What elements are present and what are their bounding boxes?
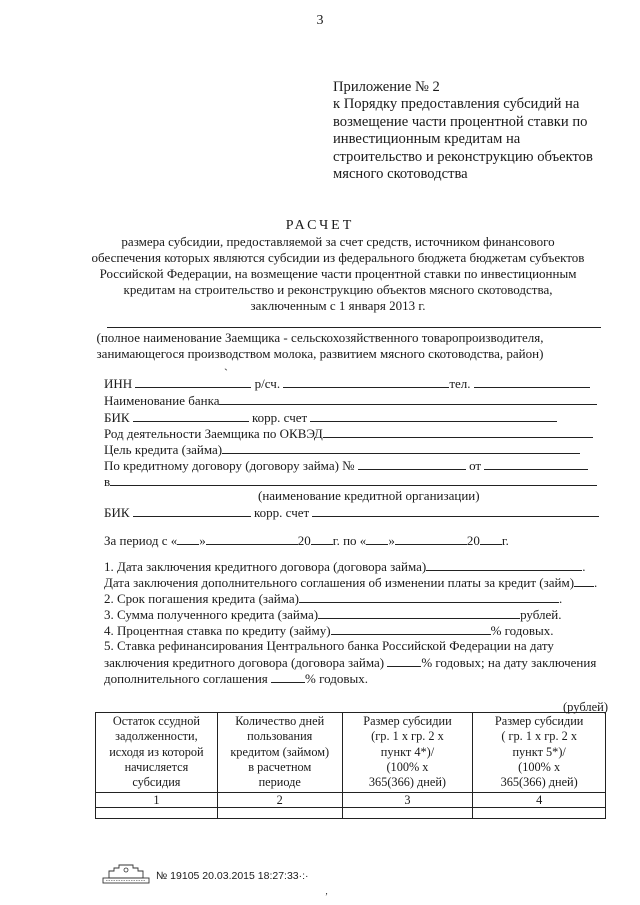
header-line: субсидия (132, 775, 181, 790)
item-4-label: 4. Процентная ставка по кредиту (займу) (104, 623, 331, 638)
header-line: задолженности, (115, 729, 198, 744)
header-line: периоде (258, 775, 301, 790)
header-line: (гр. 1 х гр. 2 х (371, 729, 444, 744)
loan-purpose-label: Цель кредита (займа) (104, 442, 223, 457)
account-label: р/сч. (254, 376, 281, 391)
item-1b-end: . (594, 575, 598, 590)
from-label: от (469, 458, 482, 473)
item-5-label-c: дополнительного соглашения (104, 671, 268, 686)
item-5-line-3 (104, 670, 368, 687)
item-2-label: 2. Срок погашения кредита (займа) (104, 591, 299, 606)
account-field[interactable] (283, 375, 449, 388)
description-line: кредитам на строительство и реконструкцию объектов мясного скотоводства, (123, 282, 553, 297)
inn-row (104, 375, 590, 392)
column-number: 1 (96, 793, 218, 808)
appendix-line: к Порядку предоставления субсидий на (333, 96, 580, 113)
bank-name-field[interactable] (219, 392, 597, 405)
header-line: (100% х (518, 759, 561, 774)
table-header-cell (96, 713, 218, 793)
period-year-suffix: г. (501, 533, 509, 548)
appendix-block (333, 79, 593, 183)
loan-contract-number-field[interactable] (358, 457, 466, 470)
loan-purpose-row (104, 441, 580, 458)
borrower-name-field[interactable] (107, 327, 601, 328)
item-3-label: 3. Сумма полученного кредита (займа) (104, 607, 319, 622)
appendix-line: Приложение № 2 (333, 79, 440, 95)
period-from-year-field[interactable] (311, 532, 333, 545)
period-to-year-field[interactable] (480, 532, 502, 545)
dot-mark: ‚ (325, 886, 328, 896)
loan-repayment-term-field[interactable] (299, 590, 559, 603)
document-registration-stamp-icon (101, 862, 151, 884)
tick-mark: ` (224, 366, 228, 380)
appendix-line: строительство и реконструкцию объектов (333, 148, 593, 165)
period-year-prefix: 20 (466, 533, 480, 548)
in-label: в (104, 474, 111, 489)
caption-line: (полное наименование Заемщика - сельскохозяйственного товаропроизводителя, (96, 330, 544, 345)
column-number: 3 (342, 793, 473, 808)
item-3 (104, 606, 562, 623)
column-number: 4 (473, 793, 606, 808)
corr-account-field[interactable] (310, 409, 557, 422)
table-cell[interactable] (473, 808, 606, 819)
header-line: Количество дней (235, 714, 325, 728)
units-label: (рублей) (563, 700, 609, 714)
header-line: ( гр. 1 х гр. 2 х (501, 729, 577, 744)
header-line: пользования (247, 729, 313, 744)
supplementary-agreement-date-field[interactable] (574, 574, 594, 587)
item-3-end: рублей. (520, 607, 562, 622)
header-line: начисляется (124, 759, 189, 774)
credit-org-field[interactable] (110, 473, 597, 486)
subsidy-table (95, 712, 606, 819)
item-1b (104, 574, 597, 591)
table-header-cell (342, 713, 473, 793)
header-line: (100% х (386, 759, 429, 774)
description-line: заключенным с 1 января 2013 г. (250, 298, 426, 313)
column-number: 2 (217, 793, 342, 808)
corr-account-label: корр. счет (252, 410, 308, 425)
bik2-row (104, 504, 599, 521)
header-line: Размер субсидии (363, 714, 452, 728)
loan-contract-conclusion-date-field[interactable] (426, 558, 582, 571)
corr-account2-label: корр. счет (254, 505, 310, 520)
item-1b-label: Дата заключения дополнительного соглашения об изменении платы за кредит (займ) (104, 575, 575, 590)
header-line: в расчетном (248, 759, 312, 774)
bik-label: БИК (104, 410, 130, 425)
bank-name-row (104, 392, 597, 409)
appendix-line: возмещение части процентной ставки по (333, 113, 588, 130)
period-quote: » (388, 533, 395, 548)
phone-label: тел. (449, 376, 471, 391)
bik-field[interactable] (133, 409, 249, 422)
refinancing-rate-contract-field[interactable] (387, 654, 421, 667)
appendix-line: инвестиционным кредитам на (333, 131, 521, 148)
description-line: размера субсидии, предоставляемой за счет средств, источником финансового (121, 234, 555, 249)
item-5-label-b: % годовых; на дату заключения (421, 655, 597, 670)
item-5-line-1: 5. Ставка рефинансирования Центрального банка Российской Федерации на дату (104, 638, 554, 653)
borrower-caption (0, 330, 640, 362)
inn-label: ИНН (104, 376, 133, 391)
okved-label: Род деятельности Заемщика по ОКВЭД (104, 426, 323, 441)
item-5-label-a: заключения кредитного договора (договора займа) (104, 655, 385, 670)
header-line: 365(366) дней) (500, 775, 578, 790)
loan-contract-row (104, 457, 588, 474)
table-cell[interactable] (217, 808, 342, 819)
okved-field[interactable] (323, 425, 593, 438)
document-description (78, 234, 598, 314)
bik-row (104, 409, 557, 426)
loan-purpose-field[interactable] (222, 441, 580, 454)
header-line: Размер субсидии (494, 714, 584, 728)
table-header-row (96, 713, 606, 793)
period-to-day-field[interactable] (366, 532, 388, 545)
phone-field[interactable] (474, 375, 590, 388)
okved-row (104, 425, 593, 442)
description-line: обеспечения которых являются субсидии из федерального бюджета бюджетам субъектов (91, 250, 585, 265)
loan-amount-field[interactable] (318, 606, 520, 619)
item-5-line-2 (104, 654, 596, 671)
header-line: пункт 4*)/ (380, 744, 435, 759)
period-to-month-field[interactable] (395, 532, 467, 545)
refinancing-rate-agreement-field[interactable] (271, 670, 305, 683)
period-to-label: г. по « (332, 533, 367, 548)
table-cell[interactable] (342, 808, 473, 819)
period-quote: » (199, 533, 206, 548)
registration-number (156, 870, 309, 882)
inn-field[interactable] (135, 375, 251, 388)
period-from-month-field[interactable] (206, 532, 298, 545)
header-line: пункт 5*)/ (512, 744, 566, 759)
interest-rate-field[interactable] (331, 622, 491, 635)
loan-contract-date-field[interactable] (484, 457, 588, 470)
item-1-label: 1. Дата заключения кредитного договора (договора займа) (104, 559, 427, 574)
header-line: кредитом (займом) (230, 744, 330, 759)
bik2-label: БИК (104, 505, 130, 520)
corr-account2-field[interactable] (312, 504, 599, 517)
loan-contract-label: По кредитному договору (договору займа) № (104, 458, 355, 473)
appendix-line: мясного скотоводства (333, 166, 468, 183)
item-4 (104, 622, 554, 639)
registration-suffix: ·:· (298, 870, 309, 882)
credit-org-caption: (наименование кредитной организации) (258, 488, 480, 503)
table-row (96, 793, 606, 808)
item-2 (104, 590, 562, 607)
item-1 (104, 558, 585, 575)
item-1-end: . (582, 559, 586, 574)
header-line: 365(366) дней) (368, 775, 447, 790)
period-row (104, 532, 509, 549)
description-line: Российской Федерации, на возмещение части процентной ставки по инвестиционным (99, 266, 577, 281)
period-year-prefix: 20 (297, 533, 311, 548)
header-line: исходя из которой (109, 744, 204, 759)
table-header-cell (217, 713, 342, 793)
period-label: За период с « (104, 533, 178, 548)
table-cell[interactable] (96, 808, 218, 819)
bank-name-label: Наименование банка (104, 393, 220, 408)
page-number: 3 (316, 13, 324, 28)
document-title: РАСЧЕТ (285, 218, 355, 233)
header-line: Остаток ссудной (112, 714, 200, 728)
bik2-field[interactable] (133, 504, 251, 517)
table-header-cell (473, 713, 606, 793)
item-2-end: . (559, 591, 563, 606)
registration-text: № 19105 20.03.2015 18:27:33 (156, 870, 299, 882)
period-from-day-field[interactable] (177, 532, 199, 545)
table-row (96, 808, 606, 819)
item-4-end: % годовых. (490, 623, 554, 638)
item-5-label-d: % годовых. (305, 671, 368, 686)
caption-line: занимающегося производством молока, развитием мясного скотоводства, район) (96, 346, 544, 361)
